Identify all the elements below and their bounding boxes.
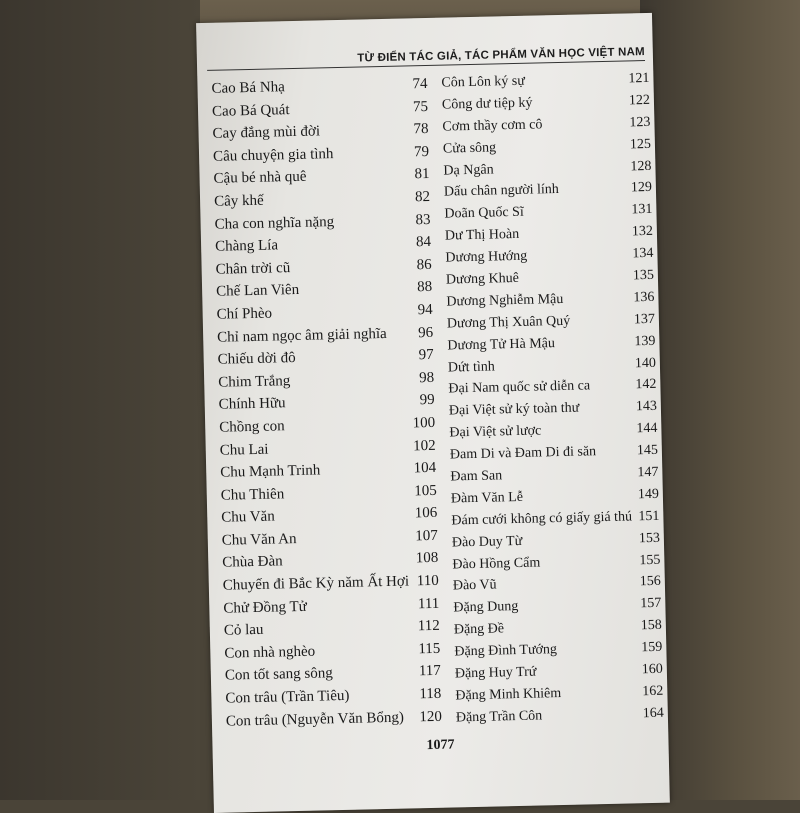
entry-page-number: 78 xyxy=(413,121,429,138)
entry-title: Dương Nghiễm Mậu xyxy=(446,291,564,310)
entry-title: Đặng Minh Khiêm xyxy=(455,686,562,704)
entry-page-number: 151 xyxy=(638,508,660,525)
entry-page-number: 118 xyxy=(419,685,442,703)
entry-page-number: 122 xyxy=(628,92,651,109)
entry-page-number: 97 xyxy=(418,346,434,364)
entry-page-number: 98 xyxy=(418,369,435,386)
entry-title: Đại Việt sử ký toàn thư xyxy=(448,400,580,419)
entry-page-number: 86 xyxy=(416,256,432,273)
entry-page-number: 157 xyxy=(640,596,662,612)
entry-page-number: 81 xyxy=(414,166,430,183)
entry-page-number: 139 xyxy=(634,333,656,349)
entry-title: Dương Khuê xyxy=(445,270,520,288)
entry-page-number: 74 xyxy=(412,75,428,93)
entry-title: Cao Bá Quát xyxy=(211,101,290,120)
entry-title: Chử Đồng Tử xyxy=(223,598,308,617)
entry-title: Cửa sông xyxy=(442,140,497,157)
entry-page-number: 110 xyxy=(416,572,439,590)
entry-page-number: 100 xyxy=(412,414,436,432)
entry-page-number: 132 xyxy=(631,224,654,240)
entry-title: Dư Thị Hoàn xyxy=(444,227,520,244)
entry-title: Chồng con xyxy=(219,418,285,436)
entry-page-number: 142 xyxy=(635,377,657,393)
entry-page-number: 112 xyxy=(417,618,440,635)
entry-title: Dấu chân người lính xyxy=(443,182,560,201)
entry-title: Cha con nghĩa nặng xyxy=(214,213,335,233)
entry-title: Đào Vũ xyxy=(452,577,497,594)
entry-title: Chu Văn xyxy=(221,508,275,527)
entry-title: Côn Lôn ký sự xyxy=(441,73,526,91)
entry-title: Đặng Dung xyxy=(453,599,519,616)
entry-title: Chu Thiên xyxy=(220,485,285,504)
entry-title: Doãn Quốc Sĩ xyxy=(444,205,524,222)
entry-page-number: 99 xyxy=(419,392,435,409)
entry-page-number: 134 xyxy=(632,245,654,262)
index-column-right xyxy=(441,71,664,732)
entry-title: Cây khế xyxy=(213,192,264,210)
entry-title: Chu Văn An xyxy=(221,530,297,549)
entry-page-number: 164 xyxy=(642,705,665,722)
entry-page-number: 120 xyxy=(419,708,443,725)
entry-page-number: 160 xyxy=(641,661,664,678)
entry-page-number: 79 xyxy=(413,143,430,161)
entry-page-number: 111 xyxy=(417,595,440,612)
entry-title: Đào Duy Từ xyxy=(451,533,523,551)
entry-title: Câu chuyện gia tình xyxy=(212,145,334,165)
entry-page-number: 145 xyxy=(636,442,659,459)
entry-title: Chính Hữu xyxy=(218,395,286,414)
entry-page-number: 96 xyxy=(417,324,434,341)
entry-page-number: 115 xyxy=(418,640,441,658)
entry-title: Dương Thị Xuân Quý xyxy=(446,313,571,332)
entry-title: Đàm Văn Lễ xyxy=(450,489,524,507)
entry-title: Chu Mạnh Trinh xyxy=(220,462,321,481)
entry-title: Dứt tình xyxy=(447,359,495,376)
entry-title: Dương Hướng xyxy=(445,248,528,266)
entry-title: Đám cưới không có giấy giá thú xyxy=(451,509,633,529)
entry-page-number: 82 xyxy=(414,188,431,206)
entry-title: Con trâu (Nguyễn Văn Bổng) xyxy=(225,709,405,730)
entry-title: Chim Trắng xyxy=(218,372,291,391)
entry-title: Con nhà nghèo xyxy=(224,643,316,662)
running-header: TỪ ĐIỂN TÁC GIẢ, TÁC PHẨM VĂN HỌC VIỆT NAM xyxy=(207,46,645,71)
entry-title: Đam Di và Đam Di đi săn xyxy=(449,444,597,463)
entry-page-number: 123 xyxy=(629,114,651,131)
entry-page-number: 107 xyxy=(415,527,438,545)
entry-title: Đào Hồng Cẩm xyxy=(452,555,541,573)
entry-page-number: 131 xyxy=(631,202,653,218)
entry-title: Đặng Trần Côn xyxy=(455,708,543,726)
entry-page-number: 125 xyxy=(629,136,652,153)
entry-page-number: 102 xyxy=(413,437,436,454)
entry-title: Dạ Ngân xyxy=(443,162,494,179)
entry-page-number: 105 xyxy=(414,482,437,500)
entry-title: Đặng Đình Tướng xyxy=(454,642,558,660)
entry-page-number: 147 xyxy=(637,464,659,481)
entry-page-number: 155 xyxy=(639,552,661,568)
entry-page-number: 83 xyxy=(415,211,431,228)
page-number: 1077 xyxy=(426,737,455,754)
entry-page-number: 84 xyxy=(415,234,432,251)
entry-page-number: 129 xyxy=(630,180,653,196)
entry-title: Công dư tiệp ký xyxy=(441,95,533,113)
entry-page-number: 156 xyxy=(639,574,662,590)
entry-page-number: 143 xyxy=(635,399,658,415)
entry-title: Đặng Đề xyxy=(453,621,505,638)
index-entry xyxy=(456,706,664,733)
entry-page-number: 149 xyxy=(637,486,660,503)
entry-title: Cay đắng mùi đời xyxy=(212,123,321,143)
entry-page-number: 117 xyxy=(418,663,442,680)
entry-page-number: 158 xyxy=(640,618,663,634)
entry-title: Cỏ lau xyxy=(223,622,264,639)
entry-title: Chuyến đi Bắc Kỳ năm Ất Hợi xyxy=(222,573,410,594)
entry-title: Chỉ nam ngọc âm giải nghĩa xyxy=(217,325,387,346)
entry-page-number: 108 xyxy=(415,550,439,567)
index-column-left xyxy=(211,76,442,736)
entry-page-number: 135 xyxy=(632,267,655,284)
entry-page-number: 136 xyxy=(633,289,655,306)
book-page xyxy=(196,13,670,813)
entry-page-number: 106 xyxy=(414,505,438,522)
background-left xyxy=(0,0,200,800)
entry-title: Cậu bé nhà quê xyxy=(213,169,307,188)
entry-title: Chiếu dời đô xyxy=(217,350,296,368)
entry-title: Đặng Huy Trứ xyxy=(454,664,537,682)
entry-title: Cơm thầy cơm cô xyxy=(442,117,543,135)
entry-title: Đại Nam quốc sử diễn ca xyxy=(448,378,591,398)
entry-title: Cao Bá Nhạ xyxy=(211,79,286,97)
entry-page-number: 144 xyxy=(636,421,658,437)
entry-page-number: 137 xyxy=(633,311,656,328)
entry-page-number: 121 xyxy=(628,70,650,87)
entry-page-number: 140 xyxy=(634,355,657,371)
entry-title: Chàng Lía xyxy=(214,237,279,255)
entry-page-number: 159 xyxy=(641,639,663,656)
entry-title: Dương Tử Hà Mậu xyxy=(447,335,556,354)
entry-title: Chế Lan Viên xyxy=(215,282,300,301)
entry-page-number: 128 xyxy=(630,158,652,174)
entry-title: Đam San xyxy=(450,468,503,485)
entry-title: Con tốt sang sông xyxy=(224,665,333,685)
entry-page-number: 94 xyxy=(417,301,433,319)
index-entry xyxy=(226,708,442,735)
entry-title: Đại Việt sử lược xyxy=(449,423,542,441)
entry-title: Chân trời cũ xyxy=(215,259,291,278)
entry-page-number: 75 xyxy=(412,98,429,115)
entry-title: Con trâu (Trần Tiêu) xyxy=(225,687,350,707)
entry-page-number: 88 xyxy=(416,279,433,296)
entry-page-number: 104 xyxy=(413,459,437,477)
entry-title: Chí Phèo xyxy=(216,305,273,323)
entry-page-number: 162 xyxy=(642,683,664,700)
entry-title: Chùa Đàn xyxy=(222,553,283,572)
entry-page-number: 153 xyxy=(638,530,661,546)
entry-title: Chu Lai xyxy=(219,441,269,459)
